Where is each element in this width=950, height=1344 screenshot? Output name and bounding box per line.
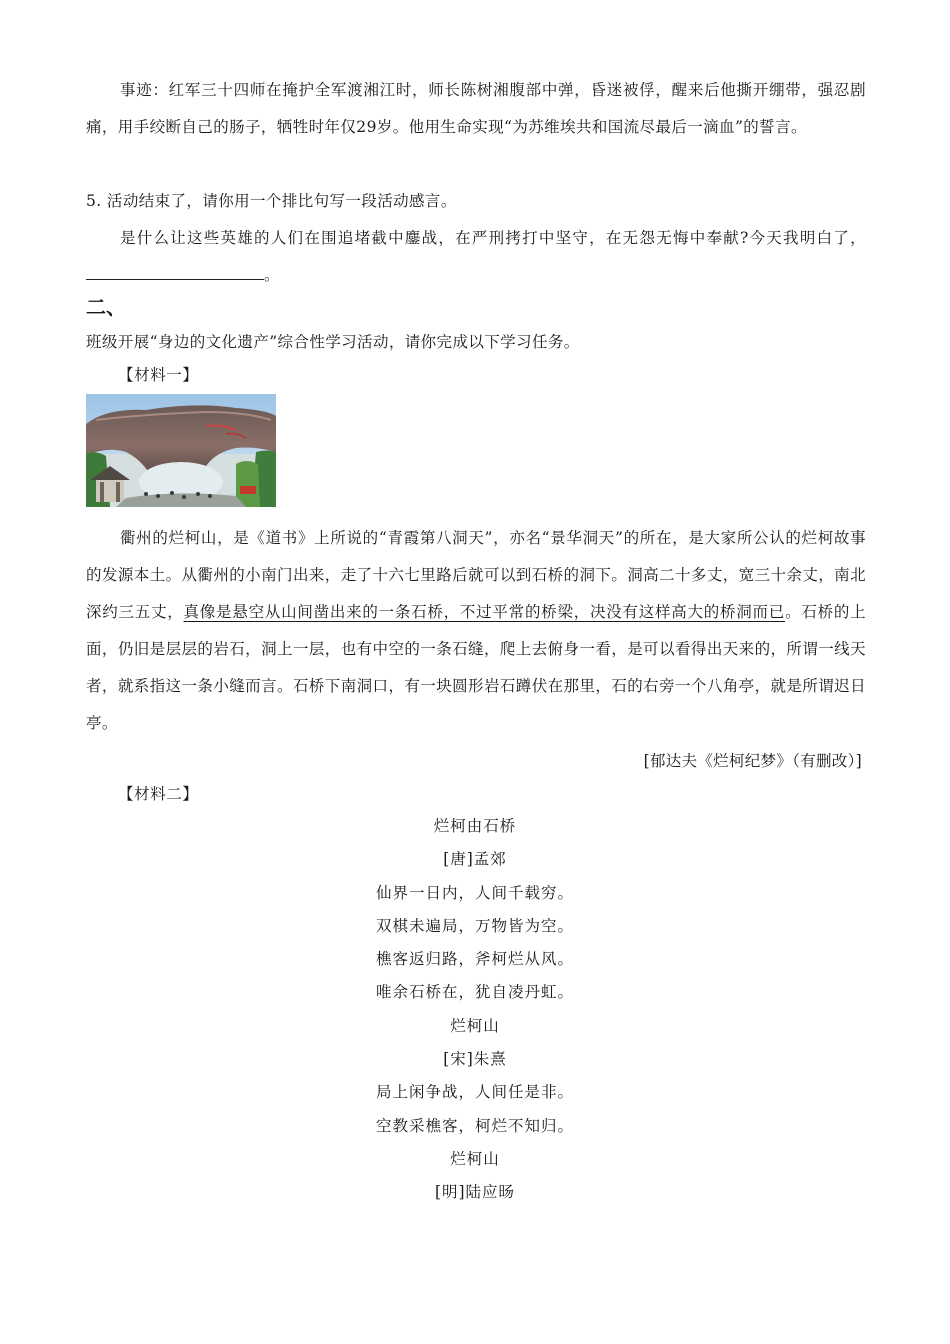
hero-deed-paragraph: 事迹：红军三十四师在掩护全军渡湘江时，师长陈树湘腹部中弹，昏迷被俘，醒来后他撕开绷带，强忍剧痛，用手绞断自己的肠子，牺牲时年仅29岁。他用生命实现“为苏维埃共和国流尽最后一滴血”的誓言。: [86, 81, 866, 136]
question-5: 5. 活动结束了，请你用一个排比句写一段活动感言。: [86, 192, 457, 210]
material-1-part2: 。石桥的上面，仍旧是层层的岩石，洞上一层，也有中空的一条石缝，爬上去俯身一看，是可以看得出天来的，所谓一线天者，就系指这一条小缝而言。石桥下南洞口，有一块圆形岩石蹲伏在那里，石的右旁一个八角亭，就是所谓迟日亭。: [86, 603, 866, 732]
poem-line: 唯余石桥在，犹自凌丹虹。: [375, 983, 574, 1002]
question-5-prompt: [86, 220, 866, 294]
poem-title-3: 烂柯山: [450, 1149, 500, 1168]
material-1-part1: 衢州的烂柯山，是《道书》上所说的“青霞第八洞天”，亦名“景华洞天”的所在，是大家所公认的烂柯故事的发源本土。从衢州的小南门出来，走了十六七里路后就可以到石桥的洞下。洞高二十多丈，宽三十余丈，南北深约三五丈，: [86, 529, 866, 621]
section-2-intro: 班级开展“身边的文化遗产”综合性学习活动，请你完成以下学习任务。: [86, 333, 580, 351]
underlined-sentence: 真像是悬空从山间凿出来的一条石桥，不过平常的桥梁，决没有这样高大的桥洞而已: [183, 603, 786, 621]
answer-blank[interactable]: [86, 259, 264, 280]
question-5-prompt-text: 是什么让这些英雄的人们在围追堵截中鏖战，在严刑拷打中坚守，在无怨无悔中奉献?今天我明白了，: [120, 229, 866, 247]
material-2-label: 【材料二】: [118, 785, 199, 803]
stone-bridge-photo-icon: [86, 394, 276, 507]
poem-title-1: 烂柯由石桥: [433, 817, 517, 835]
material-1-text: [86, 520, 866, 742]
poem-author-1: [唐]孟郊: [443, 850, 507, 869]
poem-line: 双棋未遍局，万物皆为空。: [375, 916, 574, 935]
poem-title-2: 烂柯山: [450, 1016, 500, 1035]
section-2-title: 二、: [86, 295, 126, 319]
poem-author-3: [明]陆应旸: [434, 1183, 516, 1202]
poem-block: [0, 810, 950, 1210]
poem-author-2: [宋]朱熹: [443, 1050, 507, 1069]
poem-line: 樵客返归路，斧柯烂从风。: [375, 950, 574, 969]
poem-line: 局上闲争战，人间任是非。: [375, 1083, 574, 1102]
poem-line: 空教采樵客，柯烂不知归。: [375, 1116, 574, 1135]
material-1-citation: [郁达夫《烂柯纪梦》（有删改）]: [643, 752, 862, 770]
material-1-label: 【材料一】: [118, 366, 199, 384]
stone-bridge-photo: [86, 394, 276, 507]
poem-line: 仙界一日内，人间千载穷。: [375, 883, 574, 902]
question-5-end: 。: [264, 266, 280, 284]
